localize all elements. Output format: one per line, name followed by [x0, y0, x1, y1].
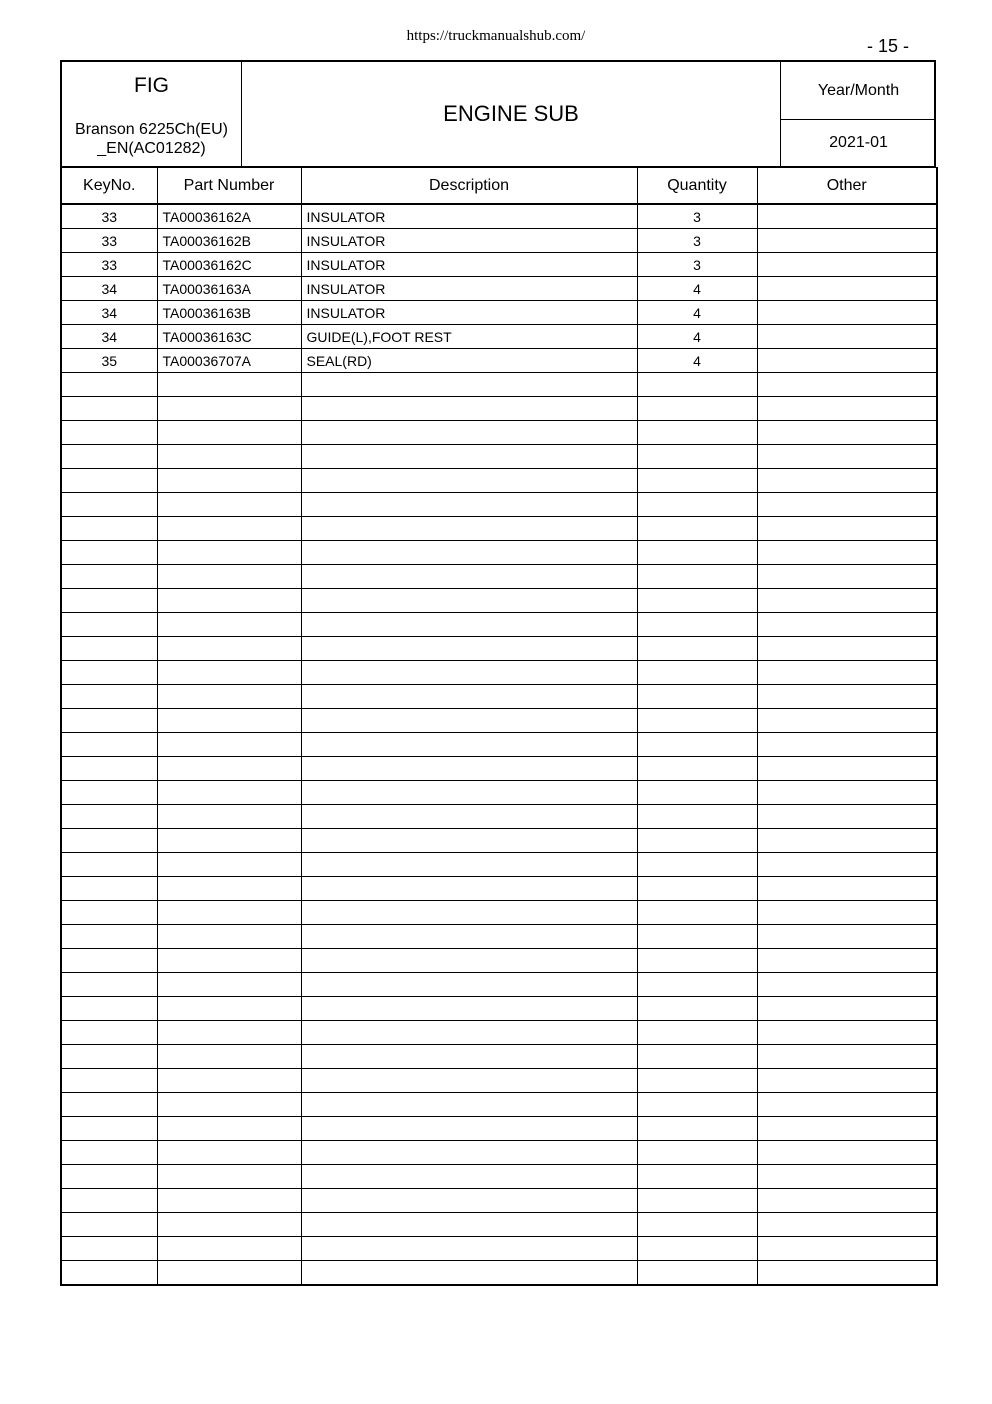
table-row: [61, 781, 937, 805]
other-cell: [757, 229, 937, 253]
description-cell: [301, 877, 637, 901]
part-number-cell: [157, 637, 301, 661]
model-line-2: _EN(AC01282): [97, 140, 206, 157]
other-cell: [757, 204, 937, 229]
keyno-cell: [61, 1117, 157, 1141]
other-cell: [757, 877, 937, 901]
part-number-cell: [157, 1261, 301, 1286]
part-number-cell: [157, 901, 301, 925]
part-number-cell: [157, 421, 301, 445]
description-cell: [301, 949, 637, 973]
column-header-other: Other: [757, 168, 937, 205]
table-row: [61, 253, 937, 277]
description-cell: [301, 1213, 637, 1237]
quantity-cell: [637, 469, 757, 493]
table-row: [61, 709, 937, 733]
description-cell: [301, 421, 637, 445]
description-cell: [301, 781, 637, 805]
keyno-cell: [61, 1261, 157, 1286]
quantity-cell: [637, 997, 757, 1021]
other-cell: [757, 541, 937, 565]
part-number-cell: [157, 757, 301, 781]
table-row: [61, 1261, 937, 1286]
quantity-cell: [637, 397, 757, 421]
part-number-cell: [157, 373, 301, 397]
keyno-cell: [61, 565, 157, 589]
quantity-cell: [637, 1045, 757, 1069]
description-cell: GUIDE(L),FOOT REST: [301, 325, 637, 349]
column-header-quantity: Quantity: [637, 168, 757, 205]
other-cell: [757, 1237, 937, 1261]
quantity-cell: [637, 781, 757, 805]
keyno-cell: [61, 517, 157, 541]
table-row: [61, 349, 937, 373]
keyno-cell: [61, 997, 157, 1021]
keyno-cell: [61, 853, 157, 877]
quantity-cell: [637, 445, 757, 469]
table-row: [61, 397, 937, 421]
quantity-cell: [637, 541, 757, 565]
table-row: [61, 373, 937, 397]
table-row: [61, 637, 937, 661]
keyno-cell: 35: [61, 349, 157, 373]
table-row: [61, 325, 937, 349]
quantity-cell: [637, 709, 757, 733]
other-cell: [757, 973, 937, 997]
keyno-cell: [61, 1045, 157, 1069]
table-row: [61, 901, 937, 925]
description-cell: SEAL(RD): [301, 349, 637, 373]
part-number-cell: [157, 445, 301, 469]
description-cell: [301, 1069, 637, 1093]
other-cell: [757, 301, 937, 325]
table-row: [61, 1237, 937, 1261]
quantity-cell: [637, 1237, 757, 1261]
quantity-cell: [637, 493, 757, 517]
part-number-cell: [157, 709, 301, 733]
keyno-cell: [61, 1189, 157, 1213]
other-cell: [757, 949, 937, 973]
keyno-cell: [61, 925, 157, 949]
part-number-cell: TA00036162A: [157, 204, 301, 229]
part-number-cell: [157, 589, 301, 613]
part-number-cell: [157, 1213, 301, 1237]
description-cell: [301, 709, 637, 733]
keyno-cell: [61, 469, 157, 493]
fig-label: FIG: [134, 74, 169, 97]
parts-table: [60, 167, 938, 1286]
keyno-cell: [61, 397, 157, 421]
quantity-cell: [637, 1213, 757, 1237]
keyno-cell: [61, 445, 157, 469]
other-cell: [757, 637, 937, 661]
table-row: [61, 565, 937, 589]
keyno-cell: 34: [61, 277, 157, 301]
year-month-cell: [780, 62, 936, 166]
quantity-cell: 3: [637, 229, 757, 253]
description-cell: [301, 397, 637, 421]
part-number-cell: [157, 853, 301, 877]
quantity-cell: [637, 1093, 757, 1117]
other-cell: [757, 661, 937, 685]
quantity-cell: [637, 853, 757, 877]
year-month-value: 2021-01: [829, 134, 888, 151]
table-row: [61, 1213, 937, 1237]
other-cell: [757, 589, 937, 613]
quantity-cell: [637, 757, 757, 781]
table-row: [61, 445, 937, 469]
table-row: [61, 1189, 937, 1213]
other-cell: [757, 1069, 937, 1093]
other-cell: [757, 613, 937, 637]
other-cell: [757, 1165, 937, 1189]
quantity-cell: 4: [637, 325, 757, 349]
fig-cell: [62, 62, 242, 166]
model-name: [62, 120, 241, 158]
table-row: [61, 661, 937, 685]
part-number-cell: [157, 877, 301, 901]
quantity-cell: [637, 973, 757, 997]
keyno-cell: [61, 1093, 157, 1117]
part-number-cell: [157, 517, 301, 541]
keyno-cell: [61, 877, 157, 901]
part-number-cell: [157, 685, 301, 709]
document-header: [60, 60, 936, 168]
table-row: [61, 973, 937, 997]
description-cell: [301, 469, 637, 493]
description-cell: [301, 685, 637, 709]
other-cell: [757, 349, 937, 373]
description-cell: [301, 973, 637, 997]
part-number-cell: [157, 1237, 301, 1261]
table-row: [61, 1021, 937, 1045]
other-cell: [757, 565, 937, 589]
table-row: [61, 204, 937, 229]
table-row: [61, 469, 937, 493]
keyno-cell: [61, 541, 157, 565]
quantity-cell: [637, 685, 757, 709]
keyno-cell: [61, 685, 157, 709]
quantity-cell: [637, 949, 757, 973]
other-cell: [757, 325, 937, 349]
part-number-cell: TA00036163A: [157, 277, 301, 301]
page-title: ENGINE SUB: [443, 101, 579, 126]
other-cell: [757, 421, 937, 445]
part-number-cell: [157, 733, 301, 757]
other-cell: [757, 1117, 937, 1141]
table-row: [61, 589, 937, 613]
quantity-cell: 4: [637, 301, 757, 325]
part-number-cell: TA00036163C: [157, 325, 301, 349]
part-number-cell: [157, 1189, 301, 1213]
table-row: [61, 1093, 937, 1117]
table-row: [61, 1117, 937, 1141]
table-row: [61, 1141, 937, 1165]
quantity-cell: [637, 1141, 757, 1165]
description-cell: [301, 565, 637, 589]
quantity-cell: [637, 421, 757, 445]
description-cell: [301, 1165, 637, 1189]
quantity-cell: [637, 565, 757, 589]
quantity-cell: [637, 829, 757, 853]
other-cell: [757, 829, 937, 853]
quantity-cell: [637, 925, 757, 949]
other-cell: [757, 397, 937, 421]
description-cell: [301, 1141, 637, 1165]
table-row: [61, 853, 937, 877]
table-row: [61, 949, 937, 973]
part-number-cell: [157, 469, 301, 493]
keyno-cell: [61, 949, 157, 973]
other-cell: [757, 1021, 937, 1045]
other-cell: [757, 757, 937, 781]
part-number-cell: [157, 1141, 301, 1165]
other-cell: [757, 685, 937, 709]
other-cell: [757, 925, 937, 949]
other-cell: [757, 853, 937, 877]
other-cell: [757, 1045, 937, 1069]
part-number-cell: [157, 1069, 301, 1093]
part-number-cell: [157, 949, 301, 973]
description-cell: [301, 925, 637, 949]
other-cell: [757, 1093, 937, 1117]
part-number-cell: [157, 925, 301, 949]
keyno-cell: [61, 373, 157, 397]
table-row: [61, 685, 937, 709]
part-number-cell: TA00036707A: [157, 349, 301, 373]
keyno-cell: 33: [61, 253, 157, 277]
keyno-cell: [61, 709, 157, 733]
keyno-cell: [61, 733, 157, 757]
keyno-cell: 33: [61, 229, 157, 253]
quantity-cell: [637, 1021, 757, 1045]
part-number-cell: [157, 397, 301, 421]
quantity-cell: [637, 1165, 757, 1189]
part-number-cell: [157, 1093, 301, 1117]
column-header-description: Description: [301, 168, 637, 205]
other-cell: [757, 997, 937, 1021]
table-row: [61, 613, 937, 637]
year-month-label: Year/Month: [781, 62, 936, 120]
table-row: [61, 229, 937, 253]
quantity-cell: 4: [637, 277, 757, 301]
description-cell: [301, 589, 637, 613]
keyno-cell: [61, 1165, 157, 1189]
keyno-cell: [61, 637, 157, 661]
part-number-cell: [157, 1117, 301, 1141]
quantity-cell: [637, 1189, 757, 1213]
other-cell: [757, 709, 937, 733]
part-number-cell: [157, 1045, 301, 1069]
part-number-cell: [157, 661, 301, 685]
other-cell: [757, 517, 937, 541]
quantity-cell: [637, 613, 757, 637]
source-url: https://truckmanualshub.com/: [406, 28, 586, 44]
other-cell: [757, 733, 937, 757]
description-cell: [301, 1237, 637, 1261]
quantity-cell: [637, 517, 757, 541]
description-cell: [301, 541, 637, 565]
description-cell: INSULATOR: [301, 204, 637, 229]
quantity-cell: [637, 373, 757, 397]
table-header-row: [61, 168, 937, 205]
description-cell: [301, 805, 637, 829]
table-row: [61, 1045, 937, 1069]
part-number-cell: [157, 541, 301, 565]
quantity-cell: [637, 1069, 757, 1093]
keyno-cell: [61, 805, 157, 829]
description-cell: [301, 661, 637, 685]
part-number-cell: [157, 973, 301, 997]
other-cell: [757, 805, 937, 829]
description-cell: [301, 853, 637, 877]
keyno-cell: [61, 493, 157, 517]
table-row: [61, 301, 937, 325]
description-cell: [301, 1261, 637, 1286]
quantity-cell: [637, 1261, 757, 1286]
table-row: [61, 805, 937, 829]
other-cell: [757, 469, 937, 493]
other-cell: [757, 445, 937, 469]
other-cell: [757, 253, 937, 277]
description-cell: [301, 1189, 637, 1213]
table-row: [61, 829, 937, 853]
table-row: [61, 517, 937, 541]
keyno-cell: [61, 1213, 157, 1237]
part-number-cell: [157, 613, 301, 637]
model-line-1: Branson 6225Ch(EU): [75, 121, 228, 138]
description-cell: [301, 757, 637, 781]
table-row: [61, 541, 937, 565]
description-cell: [301, 493, 637, 517]
keyno-cell: [61, 757, 157, 781]
quantity-cell: 3: [637, 253, 757, 277]
quantity-cell: 4: [637, 349, 757, 373]
quantity-cell: [637, 589, 757, 613]
other-cell: [757, 1141, 937, 1165]
other-cell: [757, 781, 937, 805]
table-row: [61, 925, 937, 949]
quantity-cell: 3: [637, 204, 757, 229]
description-cell: [301, 1117, 637, 1141]
description-cell: [301, 445, 637, 469]
table-row: [61, 1069, 937, 1093]
other-cell: [757, 493, 937, 517]
keyno-cell: [61, 901, 157, 925]
keyno-cell: [61, 829, 157, 853]
description-cell: [301, 637, 637, 661]
quantity-cell: [637, 877, 757, 901]
part-number-cell: [157, 565, 301, 589]
description-cell: [301, 613, 637, 637]
keyno-cell: [61, 661, 157, 685]
description-cell: [301, 1045, 637, 1069]
part-number-cell: [157, 1165, 301, 1189]
table-body: [61, 204, 937, 1285]
description-cell: INSULATOR: [301, 229, 637, 253]
keyno-cell: [61, 613, 157, 637]
other-cell: [757, 1261, 937, 1286]
quantity-cell: [637, 733, 757, 757]
part-number-cell: [157, 1021, 301, 1045]
table-row: [61, 877, 937, 901]
description-cell: [301, 1021, 637, 1045]
part-number-cell: [157, 781, 301, 805]
other-cell: [757, 373, 937, 397]
table-row: [61, 421, 937, 445]
keyno-cell: [61, 1069, 157, 1093]
quantity-cell: [637, 805, 757, 829]
part-number-cell: TA00036162C: [157, 253, 301, 277]
keyno-cell: 34: [61, 301, 157, 325]
description-cell: [301, 901, 637, 925]
table-row: [61, 277, 937, 301]
keyno-cell: [61, 421, 157, 445]
description-cell: INSULATOR: [301, 253, 637, 277]
other-cell: [757, 901, 937, 925]
part-number-cell: [157, 493, 301, 517]
description-cell: [301, 517, 637, 541]
part-number-cell: [157, 829, 301, 853]
description-cell: INSULATOR: [301, 301, 637, 325]
table-row: [61, 493, 937, 517]
other-cell: [757, 1189, 937, 1213]
keyno-cell: [61, 781, 157, 805]
description-cell: INSULATOR: [301, 277, 637, 301]
part-number-cell: TA00036162B: [157, 229, 301, 253]
other-cell: [757, 1213, 937, 1237]
description-cell: [301, 829, 637, 853]
quantity-cell: [637, 637, 757, 661]
part-number-cell: [157, 805, 301, 829]
quantity-cell: [637, 1117, 757, 1141]
table-row: [61, 997, 937, 1021]
table-row: [61, 733, 937, 757]
keyno-cell: [61, 589, 157, 613]
quantity-cell: [637, 661, 757, 685]
description-cell: [301, 733, 637, 757]
column-header-keyno: KeyNo.: [61, 168, 157, 205]
column-header-part-number: Part Number: [157, 168, 301, 205]
other-cell: [757, 277, 937, 301]
keyno-cell: [61, 1237, 157, 1261]
part-number-cell: [157, 997, 301, 1021]
quantity-cell: [637, 901, 757, 925]
description-cell: [301, 997, 637, 1021]
table-row: [61, 757, 937, 781]
description-cell: [301, 373, 637, 397]
part-number-cell: TA00036163B: [157, 301, 301, 325]
keyno-cell: [61, 1141, 157, 1165]
keyno-cell: [61, 1021, 157, 1045]
description-cell: [301, 1093, 637, 1117]
table-row: [61, 1165, 937, 1189]
page-number: - 15 -: [866, 36, 909, 56]
keyno-cell: [61, 973, 157, 997]
keyno-cell: 34: [61, 325, 157, 349]
keyno-cell: 33: [61, 204, 157, 229]
